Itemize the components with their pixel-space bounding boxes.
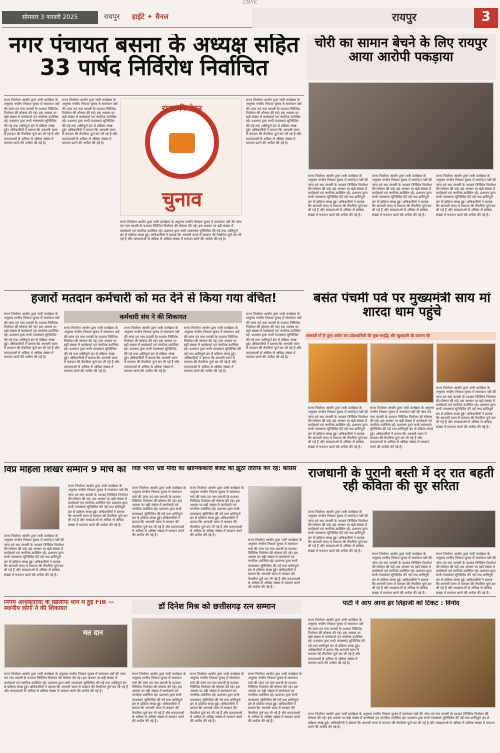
theft-headline: चोरी का सामान बेचने के लिए रायपुर आया आरोपी पकड़ाया <box>314 36 488 65</box>
voters-headline: हजारों मतदान कर्मचारी को मत देने से किया गया वंचित! <box>31 292 277 305</box>
divider <box>4 596 496 597</box>
voters-subheadline: कर्मचारी संघ ने की शिकायत <box>119 313 187 321</box>
logo-main-text: चुनाव <box>161 187 203 211</box>
color-registration-mark: CMYK <box>242 0 258 6</box>
congress-body-3: राज्य निर्वाचन आयोग द्वारा जारी कार्यक्रम के अनुसार नगरीय निकाय चुनाव में नामांकन पत्रों की जांच एवं नाम वापसी के पश्चात निर्विरोध निर्वाचन की घोषणा की गई। इस अवसर पर बड़ी संख्या में कार्यकर्ता एवं नागरिक उपस्थित रहे। प्रशासन द्वारा सभी व्यवस्थाएं सुनिश्चित की गईं तथा शांतिपूर्ण ढंग से प्रक्रिया संपन्न हुई। अधिकारियों ने बताया कि आगामी चरण में मतदान की तैयारियां पूर्ण कर ली गई हैं और मतदाताओं से अधिक से अधिक संख्या में मतदान करने की अपील की गई है। <box>248 538 302 590</box>
theft-body-3: राज्य निर्वाचन आयोग द्वारा जारी कार्यक्रम के अनुसार नगरीय निकाय चुनाव में नामांकन पत्रों की जांच एवं नाम वापसी के पश्चात निर्विरोध निर्वाचन की घोषणा की गई। इस अवसर पर बड़ी संख्या में कार्यकर्ता एवं नागरिक उपस्थित रहे। प्रशासन द्वारा सभी व्यवस्थाएं सुनिश्चित की गईं तथा शांतिपूर्ण ढंग से प्रक्रिया संपन्न हुई। अधिकारियों ने बताया कि आगामी चरण में मतदान की तैयारियां पूर्ण कर ली गई हैं और मतदाताओं से अधिक से अधिक संख्या में मतदान करने की अपील की गई है। <box>436 174 496 217</box>
women-photo <box>20 486 60 530</box>
right2-photo <box>370 618 496 708</box>
masthead <box>2 8 498 28</box>
award-headline-box <box>132 600 302 614</box>
section-label: रायपुर <box>392 11 417 24</box>
women-headline: विप्र महिला शिखर सम्मान 9 मार्च को <box>4 466 127 475</box>
lead-body-col-1: राज्य निर्वाचन आयोग द्वारा जारी कार्यक्रम के अनुसार नगरीय निकाय चुनाव में नामांकन पत्रों की जांच एवं नाम वापसी के पश्चात निर्विरोध निर्वाचन की घोषणा की गई। इस अवसर पर बड़ी संख्या में कार्यकर्ता एवं नागरिक उपस्थित रहे। प्रशासन द्वारा सभी व्यवस्थाएं सुनिश्चित की गईं तथा शांतिपूर्ण ढंग से प्रक्रिया संपन्न हुई। अधिकारियों ने बताया कि आगामी चरण में मतदान की तैयारियां पूर्ण कर ली गई हैं और मतदाताओं से अधिक से अधिक संख्या में मतदान करने की अपील की गई है। <box>4 98 60 145</box>
award-body-2: राज्य निर्वाचन आयोग द्वारा जारी कार्यक्रम के अनुसार नगरीय निकाय चुनाव में नामांकन पत्रों की जांच एवं नाम वापसी के पश्चात निर्विरोध निर्वाचन की घोषणा की गई। इस अवसर पर बड़ी संख्या में कार्यकर्ता एवं नागरिक उपस्थित रहे। प्रशासन द्वारा सभी व्यवस्थाएं सुनिश्चित की गईं तथा शांतिपूर्ण ढंग से प्रक्रिया संपन्न हुई। अधिकारियों ने बताया कि आगामी चरण में मतदान की तैयारियां पूर्ण कर ली गई हैं और मतदाताओं से अधिक से अधिक संख्या में मतदान करने की अपील की गई है। <box>190 672 244 724</box>
voters-body-4: राज्य निर्वाचन आयोग द्वारा जारी कार्यक्रम के अनुसार नगरीय निकाय चुनाव में नामांकन पत्रों की जांच एवं नाम वापसी के पश्चात निर्विरोध निर्वाचन की घोषणा की गई। इस अवसर पर बड़ी संख्या में कार्यकर्ता एवं नागरिक उपस्थित रहे। प्रशासन द्वारा सभी व्यवस्थाएं सुनिश्चित की गईं तथा शांतिपूर्ण ढंग से प्रक्रिया संपन्न हुई। अधिकारियों ने बताया कि आगामी चरण में मतदान की तैयारियां पूर्ण कर ली गई हैं और मतदाताओं से अधिक से अधिक संख्या में मतदान करने की अपील की गई है। <box>184 326 241 373</box>
lead-headline: नगर पंचायत बसना के अध्यक्ष सहित 33 पार्षद निर्विरोध निर्वाचित <box>9 34 299 82</box>
basti-headline: राजधानी के पुरानी बस्ती में दर रात बहती रही कविता की सुर सरिता <box>308 466 494 494</box>
basti-body-2: राज्य निर्वाचन आयोग द्वारा जारी कार्यक्रम के अनुसार नगरीय निकाय चुनाव में नामांकन पत्रों की जांच एवं नाम वापसी के पश्चात निर्विरोध निर्वाचन की घोषणा की गई। इस अवसर पर बड़ी संख्या में कार्यकर्ता एवं नागरिक उपस्थित रहे। प्रशासन द्वारा सभी व्यवस्थाएं सुनिश्चित की गईं तथा शांतिपूर्ण ढंग से प्रक्रिया संपन्न हुई। अधिकारियों ने बताया कि आगामी चरण में मतदान की तैयारियां पूर्ण कर ली गई हैं और मतदाताओं से अधिक से अधिक संख्या में मतदान करने की अपील की गई है। <box>372 552 432 594</box>
basant-body-1: राज्य निर्वाचन आयोग द्वारा जारी कार्यक्रम के अनुसार नगरीय निकाय चुनाव में नामांकन पत्रों की जांच एवं नाम वापसी के पश्चात निर्विरोध निर्वाचन की घोषणा की गई। इस अवसर पर बड़ी संख्या में कार्यकर्ता एवं नागरिक उपस्थित रहे। प्रशासन द्वारा सभी व्यवस्थाएं सुनिश्चित की गईं तथा शांतिपूर्ण ढंग से प्रक्रिया संपन्न हुई। अधिकारियों ने बताया कि आगामी चरण में मतदान की तैयारियां पूर्ण कर ली गई हैं और मतदाताओं से अधिक से अधिक संख्या में मतदान करने की अपील की गई है। <box>308 406 368 449</box>
congress-headline: विज्ञ भारत भ्रष्ट मोदी का खानिककारी बेंजट की झूठी तारीफ कर रहे: कांग्रेस <box>132 466 297 472</box>
paper-name: हाईटे ✦ चैनल <box>132 13 169 21</box>
award-body-1: राज्य निर्वाचन आयोग द्वारा जारी कार्यक्रम के अनुसार नगरीय निकाय चुनाव में नामांकन पत्रों की जांच एवं नाम वापसी के पश्चात निर्विरोध निर्वाचन की घोषणा की गई। इस अवसर पर बड़ी संख्या में कार्यकर्ता एवं नागरिक उपस्थित रहे। प्रशासन द्वारा सभी व्यवस्थाएं सुनिश्चित की गईं तथा शांतिपूर्ण ढंग से प्रक्रिया संपन्न हुई। अधिकारियों ने बताया कि आगामी चरण में मतदान की तैयारियां पूर्ण कर ली गई हैं और मतदाताओं से अधिक से अधिक संख्या में मतदान करने की अपील की गई है। <box>132 672 186 724</box>
basti-body-1: राज्य निर्वाचन आयोग द्वारा जारी कार्यक्रम के अनुसार नगरीय निकाय चुनाव में नामांकन पत्रों की जांच एवं नाम वापसी के पश्चात निर्विरोध निर्वाचन की घोषणा की गई। इस अवसर पर बड़ी संख्या में कार्यकर्ता एवं नागरिक उपस्थित रहे। प्रशासन द्वारा सभी व्यवस्थाएं सुनिश्चित की गईं तथा शांतिपूर्ण ढंग से प्रक्रिया संपन्न हुई। अधिकारियों ने बताया कि आगामी चरण में मतदान की तैयारियां पूर्ण कर ली गई हैं और मतदाताओं से अधिक से अधिक संख्या में मतदान करने की अपील की गई है। <box>308 510 368 553</box>
congress-body-2: राज्य निर्वाचन आयोग द्वारा जारी कार्यक्रम के अनुसार नगरीय निकाय चुनाव में नामांकन पत्रों की जांच एवं नाम वापसी के पश्चात निर्विरोध निर्वाचन की घोषणा की गई। इस अवसर पर बड़ी संख्या में कार्यकर्ता एवं नागरिक उपस्थित रहे। प्रशासन द्वारा सभी व्यवस्थाएं सुनिश्चित की गईं तथा शांतिपूर्ण ढंग से प्रक्रिया संपन्न हुई। अधिकारियों ने बताया कि आगामी चरण में मतदान की तैयारियां पूर्ण कर ली गई हैं और मतदाताओं से अधिक से अधिक संख्या में मतदान करने की अपील की गई है। <box>190 486 244 538</box>
theft-headline-box <box>306 34 496 80</box>
voters-body-5: राज्य निर्वाचन आयोग द्वारा जारी कार्यक्रम के अनुसार नगरीय निकाय चुनाव में नामांकन पत्रों की जांच एवं नाम वापसी के पश्चात निर्विरोध निर्वाचन की घोषणा की गई। इस अवसर पर बड़ी संख्या में कार्यकर्ता एवं नागरिक उपस्थित रहे। प्रशासन द्वारा सभी व्यवस्थाएं सुनिश्चित की गईं तथा शांतिपूर्ण ढंग से प्रक्रिया संपन्न हुई। अधिकारियों ने बताया कि आगामी चरण में मतदान की तैयारियां पूर्ण कर ली गई हैं और मतदाताओं से अधिक से अधिक संख्या में मतदान करने की अपील की गई है। <box>246 312 302 359</box>
basant-highlight-strip <box>306 332 496 340</box>
award-photo <box>132 618 302 668</box>
basant-body-3: राज्य निर्वाचन आयोग द्वारा जारी कार्यक्रम के अनुसार नगरीय निकाय चुनाव में नामांकन पत्रों की जांच एवं नाम वापसी के पश्चात निर्विरोध निर्वाचन की घोषणा की गई। इस अवसर पर बड़ी संख्या में कार्यकर्ता एवं नागरिक उपस्थित रहे। प्रशासन द्वारा सभी व्यवस्थाएं सुनिश्चित की गईं तथा शांतिपूर्ण ढंग से प्रक्रिया संपन्न हुई। अधिकारियों ने बताया कि आगामी चरण में मतदान की तैयारियां पूर्ण कर ली गई हैं और मतदाताओं से अधिक से अधिक संख्या में मतदान करने की अपील की गई है। <box>436 386 496 429</box>
page-number: 3 <box>474 8 498 28</box>
voters-body-2: राज्य निर्वाचन आयोग द्वारा जारी कार्यक्रम के अनुसार नगरीय निकाय चुनाव में नामांकन पत्रों की जांच एवं नाम वापसी के पश्चात निर्विरोध निर्वाचन की घोषणा की गई। इस अवसर पर बड़ी संख्या में कार्यकर्ता एवं नागरिक उपस्थित रहे। प्रशासन द्वारा सभी व्यवस्थाएं सुनिश्चित की गईं तथा शांतिपूर्ण ढंग से प्रक्रिया संपन्न हुई। अधिकारियों ने बताया कि आगामी चरण में मतदान की तैयारियां पूर्ण कर ली गई हैं और मतदाताओं से अधिक से अधिक संख्या में मतदान करने की अपील की गई है। <box>64 326 120 373</box>
women-body-2: राज्य निर्वाचन आयोग द्वारा जारी कार्यक्रम के अनुसार नगरीय निकाय चुनाव में नामांकन पत्रों की जांच एवं नाम वापसी के पश्चात निर्विरोध निर्वाचन की घोषणा की गई। इस अवसर पर बड़ी संख्या में कार्यकर्ता एवं नागरिक उपस्थित रहे। प्रशासन द्वारा सभी व्यवस्थाएं सुनिश्चित की गईं तथा शांतिपूर्ण ढंग से प्रक्रिया संपन्न हुई। अधिकारियों ने बताया कि आगामी चरण में मतदान की तैयारियां पूर्ण कर ली गई हैं और मतदाताओं से अधिक से अधिक संख्या में मतदान करने की अपील की गई है। <box>68 484 128 527</box>
voters-body-3: राज्य निर्वाचन आयोग द्वारा जारी कार्यक्रम के अनुसार नगरीय निकाय चुनाव में नामांकन पत्रों की जांच एवं नाम वापसी के पश्चात निर्विरोध निर्वाचन की घोषणा की गई। इस अवसर पर बड़ी संख्या में कार्यकर्ता एवं नागरिक उपस्थित रहे। प्रशासन द्वारा सभी व्यवस्थाएं सुनिश्चित की गईं तथा शांतिपूर्ण ढंग से प्रक्रिया संपन्न हुई। अधिकारियों ने बताया कि आगामी चरण में मतदान की तैयारियां पूर्ण कर ली गई हैं और मतदाताओं से अधिक से अधिक संख्या में मतदान करने की अपील की गई है। <box>124 326 180 373</box>
left2-photo <box>4 624 128 668</box>
divider <box>4 290 304 291</box>
award-body-3: राज्य निर्वाचन आयोग द्वारा जारी कार्यक्रम के अनुसार नगरीय निकाय चुनाव में नामांकन पत्रों की जांच एवं नाम वापसी के पश्चात निर्विरोध निर्वाचन की घोषणा की गई। इस अवसर पर बड़ी संख्या में कार्यकर्ता एवं नागरिक उपस्थित रहे। प्रशासन द्वारा सभी व्यवस्थाएं सुनिश्चित की गईं तथा शांतिपूर्ण ढंग से प्रक्रिया संपन्न हुई। अधिकारियों ने बताया कि आगामी चरण में मतदान की तैयारियां पूर्ण कर ली गई हैं और मतदाताओं से अधिक से अधिक संख्या में मतदान करने की अपील की गई है। <box>248 672 302 724</box>
basti-photo-1 <box>372 510 496 548</box>
left2-body: राज्य निर्वाचन आयोग द्वारा जारी कार्यक्रम के अनुसार नगरीय निकाय चुनाव में नामांकन पत्रों की जांच एवं नाम वापसी के पश्चात निर्विरोध निर्वाचन की घोषणा की गई। इस अवसर पर बड़ी संख्या में कार्यकर्ता एवं नागरिक उपस्थित रहे। प्रशासन द्वारा सभी व्यवस्थाएं सुनिश्चित की गईं तथा शांतिपूर्ण ढंग से प्रक्रिया संपन्न हुई। अधिकारियों ने बताया कि आगामी चरण में मतदान की तैयारियां पूर्ण कर ली गई हैं और मतदाताओं से अधिक से अधिक संख्या में मतदान करने की अपील की गई है। <box>4 672 128 694</box>
congress-body-1: राज्य निर्वाचन आयोग द्वारा जारी कार्यक्रम के अनुसार नगरीय निकाय चुनाव में नामांकन पत्रों की जांच एवं नाम वापसी के पश्चात निर्विरोध निर्वाचन की घोषणा की गई। इस अवसर पर बड़ी संख्या में कार्यकर्ता एवं नागरिक उपस्थित रहे। प्रशासन द्वारा सभी व्यवस्थाएं सुनिश्चित की गईं तथा शांतिपूर्ण ढंग से प्रक्रिया संपन्न हुई। अधिकारियों ने बताया कि आगामी चरण में मतदान की तैयारियां पूर्ण कर ली गई हैं और मतदाताओं से अधिक से अधिक संख्या में मतदान करने की अपील की गई है। <box>132 486 186 538</box>
right2-body-1: राज्य निर्वाचन आयोग द्वारा जारी कार्यक्रम के अनुसार नगरीय निकाय चुनाव में नामांकन पत्रों की जांच एवं नाम वापसी के पश्चात निर्विरोध निर्वाचन की घोषणा की गई। इस अवसर पर बड़ी संख्या में कार्यकर्ता एवं नागरिक उपस्थित रहे। प्रशासन द्वारा सभी व्यवस्थाएं सुनिश्चित की गईं तथा शांतिपूर्ण ढंग से प्रक्रिया संपन्न हुई। अधिकारियों ने बताया कि आगामी चरण में मतदान की तैयारियां पूर्ण कर ली गई हैं और मतदाताओं से अधिक से अधिक संख्या में मतदान करने की अपील की गई है। <box>308 618 365 665</box>
basant-photo-1 <box>308 343 368 403</box>
basant-photo-2 <box>370 343 434 403</box>
date-box: सोमवार 3 फरवरी 2025 <box>2 11 98 24</box>
basant-photo-3 <box>436 343 496 383</box>
basti-body-3: राज्य निर्वाचन आयोग द्वारा जारी कार्यक्रम के अनुसार नगरीय निकाय चुनाव में नामांकन पत्रों की जांच एवं नाम वापसी के पश्चात निर्विरोध निर्वाचन की घोषणा की गई। इस अवसर पर बड़ी संख्या में कार्यकर्ता एवं नागरिक उपस्थित रहे। प्रशासन द्वारा सभी व्यवस्थाएं सुनिश्चित की गईं तथा शांतिपूर्ण ढंग से प्रक्रिया संपन्न हुई। अधिकारियों ने बताया कि आगामी चरण में मतदान की तैयारियां पूर्ण कर ली गई हैं और मतदाताओं से अधिक से अधिक संख्या में मतदान करने की अपील की गई है। <box>436 552 496 594</box>
left2-headline: निगम अधिकारियों के खिलाफ थाने में हुई FIR — स्थानीय लोगों ने की शिकायत <box>4 600 115 613</box>
basant-highlight: सरस्वती माँ से पूजा अर्चना कर प्रदेशवासियों की सुख-समृद्धि और खुशहाली की कामना की <box>306 333 431 338</box>
congress-photo <box>248 486 302 534</box>
divider <box>4 95 304 96</box>
theft-photo <box>308 82 494 170</box>
right2-headline: पार्टी ने आप आना हर लिहाजी को टिकट : विनोद <box>342 600 460 607</box>
award-headline: डॉ दिनेश मिश्र को छत्तीसगढ़ रत्न सम्मान <box>158 602 276 611</box>
section-bar <box>252 8 474 28</box>
basant-body-2: राज्य निर्वाचन आयोग द्वारा जारी कार्यक्रम के अनुसार नगरीय निकाय चुनाव में नामांकन पत्रों की जांच एवं नाम वापसी के पश्चात निर्विरोध निर्वाचन की घोषणा की गई। इस अवसर पर बड़ी संख्या में कार्यकर्ता एवं नागरिक उपस्थित रहे। प्रशासन द्वारा सभी व्यवस्थाएं सुनिश्चित की गईं तथा शांतिपूर्ण ढंग से प्रक्रिया संपन्न हुई। अधिकारियों ने बताया कि आगामी चरण में मतदान की तैयारियां पूर्ण कर ली गई हैं और मतदाताओं से अधिक से अधिक संख्या में मतदान करने की अपील की गई है। <box>370 406 434 449</box>
divider <box>4 462 496 463</box>
women-body-1: राज्य निर्वाचन आयोग द्वारा जारी कार्यक्रम के अनुसार नगरीय निकाय चुनाव में नामांकन पत्रों की जांच एवं नाम वापसी के पश्चात निर्विरोध निर्वाचन की घोषणा की गई। इस अवसर पर बड़ी संख्या में कार्यकर्ता एवं नागरिक उपस्थित रहे। प्रशासन द्वारा सभी व्यवस्थाएं सुनिश्चित की गईं तथा शांतिपूर्ण ढंग से प्रक्रिया संपन्न हुई। अधिकारियों ने बताया कि आगामी चरण में मतदान की तैयारियां पूर्ण कर ली गई हैं और मतदाताओं से अधिक से अधिक संख्या में मतदान करने की अपील की गई है। <box>4 534 64 577</box>
lead-body-col-3: राज्य निर्वाचन आयोग द्वारा जारी कार्यक्रम के अनुसार नगरीय निकाय चुनाव में नामांकन पत्रों की जांच एवं नाम वापसी के पश्चात निर्विरोध निर्वाचन की घोषणा की गई। इस अवसर पर बड़ी संख्या में कार्यकर्ता एवं नागरिक उपस्थित रहे। प्रशासन द्वारा सभी व्यवस्थाएं सुनिश्चित की गईं तथा शांतिपूर्ण ढंग से प्रक्रिया संपन्न हुई। अधिकारियों ने बताया कि आगामी चरण में मतदान की तैयारियां पूर्ण कर ली गई हैं और मतदाताओं से अधिक से अधिक संख्या में मतदान करने की अपील की गई है। <box>120 220 242 242</box>
logo-top-text: राज्य निर्वाचन <box>162 104 202 113</box>
voters-subheadline-box <box>64 311 242 323</box>
city-label: रायपुर <box>104 13 120 21</box>
election-logo <box>120 98 242 216</box>
lead-body-col-2: राज्य निर्वाचन आयोग द्वारा जारी कार्यक्रम के अनुसार नगरीय निकाय चुनाव में नामांकन पत्रों की जांच एवं नाम वापसी के पश्चात निर्विरोध निर्वाचन की घोषणा की गई। इस अवसर पर बड़ी संख्या में कार्यकर्ता एवं नागरिक उपस्थित रहे। प्रशासन द्वारा सभी व्यवस्थाएं सुनिश्चित की गईं तथा शांतिपूर्ण ढंग से प्रक्रिया संपन्न हुई। अधिकारियों ने बताया कि आगामी चरण में मतदान की तैयारियां पूर्ण कर ली गई हैं और मतदाताओं से अधिक से अधिक संख्या में मतदान करने की अपील की गई है। <box>62 98 118 145</box>
theft-body-2: राज्य निर्वाचन आयोग द्वारा जारी कार्यक्रम के अनुसार नगरीय निकाय चुनाव में नामांकन पत्रों की जांच एवं नाम वापसी के पश्चात निर्विरोध निर्वाचन की घोषणा की गई। इस अवसर पर बड़ी संख्या में कार्यकर्ता एवं नागरिक उपस्थित रहे। प्रशासन द्वारा सभी व्यवस्थाएं सुनिश्चित की गईं तथा शांतिपूर्ण ढंग से प्रक्रिया संपन्न हुई। अधिकारियों ने बताया कि आगामी चरण में मतदान की तैयारियां पूर्ण कर ली गई हैं और मतदाताओं से अधिक से अधिक संख्या में मतदान करने की अपील की गई है। <box>372 174 432 217</box>
voters-body-1: राज्य निर्वाचन आयोग द्वारा जारी कार्यक्रम के अनुसार नगरीय निकाय चुनाव में नामांकन पत्रों की जांच एवं नाम वापसी के पश्चात निर्विरोध निर्वाचन की घोषणा की गई। इस अवसर पर बड़ी संख्या में कार्यकर्ता एवं नागरिक उपस्थित रहे। प्रशासन द्वारा सभी व्यवस्थाएं सुनिश्चित की गईं तथा शांतिपूर्ण ढंग से प्रक्रिया संपन्न हुई। अधिकारियों ने बताया कि आगामी चरण में मतदान की तैयारियां पूर्ण कर ली गई हैं और मतदाताओं से अधिक से अधिक संख्या में मतदान करने की अपील की गई है। <box>4 312 60 359</box>
left2-stamp: मत दान <box>83 629 104 637</box>
right2-body-2: राज्य निर्वाचन आयोग द्वारा जारी कार्यक्रम के अनुसार नगरीय निकाय चुनाव में नामांकन पत्रों की जांच एवं नाम वापसी के पश्चात निर्विरोध निर्वाचन की घोषणा की गई। इस अवसर पर बड़ी संख्या में कार्यकर्ता एवं नागरिक उपस्थित रहे। प्रशासन द्वारा सभी व्यवस्थाएं सुनिश्चित की गईं तथा शांतिपूर्ण ढंग से प्रक्रिया संपन्न हुई। अधिकारियों ने बताया कि आगामी चरण में मतदान की तैयारियां पूर्ण कर ली गई हैं और मतदाताओं से अधिक से अधिक संख्या में मतदान करने की अपील की गई है। <box>308 712 495 729</box>
ballot-icon <box>169 133 195 153</box>
lead-body-col-4: राज्य निर्वाचन आयोग द्वारा जारी कार्यक्रम के अनुसार नगरीय निकाय चुनाव में नामांकन पत्रों की जांच एवं नाम वापसी के पश्चात निर्विरोध निर्वाचन की घोषणा की गई। इस अवसर पर बड़ी संख्या में कार्यकर्ता एवं नागरिक उपस्थित रहे। प्रशासन द्वारा सभी व्यवस्थाएं सुनिश्चित की गईं तथा शांतिपूर्ण ढंग से प्रक्रिया संपन्न हुई। अधिकारियों ने बताया कि आगामी चरण में मतदान की तैयारियां पूर्ण कर ली गई हैं और मतदाताओं से अधिक से अधिक संख्या में मतदान करने की अपील की गई है। <box>246 98 302 145</box>
basant-headline: बसंत पंचमी पर्व पर मुख्यमंत्री साय मां शारदा धाम पहुंचे <box>313 292 491 320</box>
theft-body-1: राज्य निर्वाचन आयोग द्वारा जारी कार्यक्रम के अनुसार नगरीय निकाय चुनाव में नामांकन पत्रों की जांच एवं नाम वापसी के पश्चात निर्विरोध निर्वाचन की घोषणा की गई। इस अवसर पर बड़ी संख्या में कार्यकर्ता एवं नागरिक उपस्थित रहे। प्रशासन द्वारा सभी व्यवस्थाएं सुनिश्चित की गईं तथा शांतिपूर्ण ढंग से प्रक्रिया संपन्न हुई। अधिकारियों ने बताया कि आगामी चरण में मतदान की तैयारियां पूर्ण कर ली गई हैं और मतदाताओं से अधिक से अधिक संख्या में मतदान करने की अपील की गई है। <box>308 174 368 217</box>
